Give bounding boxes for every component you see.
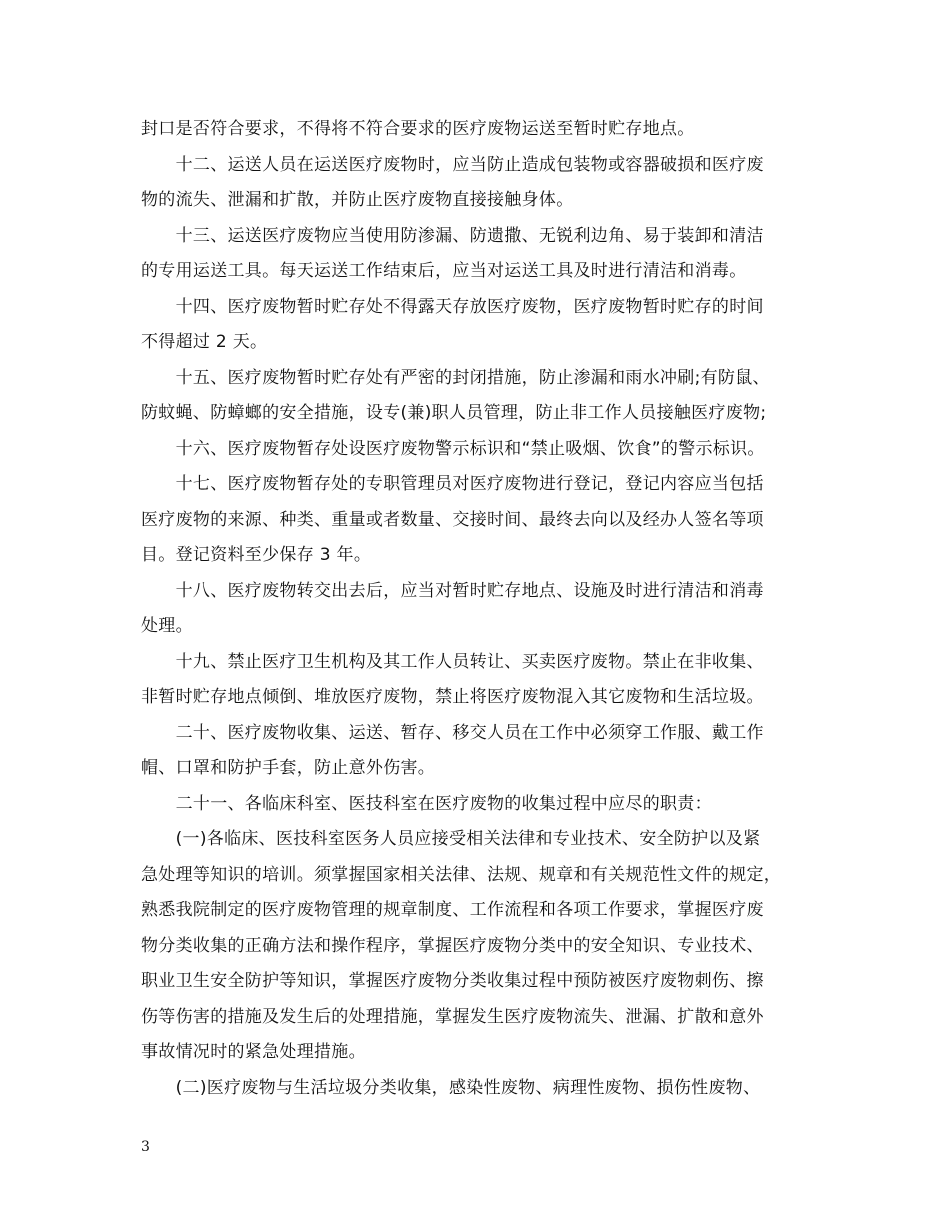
text-line: 不得超过 2 天。: [141, 332, 268, 352]
text-line: 十四、医疗废物暂时贮存处不得露天存放医疗废物，医疗废物暂时贮存的时间: [141, 296, 764, 317]
text-line: 十七、医疗废物暂存处的专职管理员对医疗废物进行登记，登记内容应当包括: [141, 474, 764, 494]
text-line: 帽、口罩和防护手套，防止意外伤害。: [141, 758, 436, 778]
text-line: 十六、医疗废物暂存处设医疗废物警示标识和“禁止吸烟、饮食”的警示标识。: [141, 438, 765, 459]
text-line: 事故情况时的紧急处理措施。: [141, 1042, 366, 1062]
text-line: 处理。: [141, 616, 193, 636]
text-line: 十五、医疗废物暂时贮存处有严密的封闭措施，防止渗漏和雨水冲刷;有防鼠、: [141, 367, 770, 388]
text-line: 十九、禁止医疗卫生机构及其工作人员转让、买卖医疗废物。禁止在非收集、: [141, 651, 764, 672]
text-line: 物的流失、泄漏和扩散，并防止医疗废物直接接触身体。: [141, 190, 574, 210]
text-line: 目。登记资料至少保存 3 年。: [141, 545, 372, 565]
text-line: 职业卫生安全防护等知识，掌握医疗废物分类收集过程中预防被医疗废物刺伤、擦: [141, 971, 764, 991]
body-text: [141, 112, 813, 1106]
text-line: 伤等伤害的措施及发生后的处理措施，掌握发生医疗废物流失、泄漏、扩散和意外: [141, 1006, 764, 1027]
text-line: 二十一、各临床科室、医技科室在医疗废物的收集过程中应尽的职责：: [141, 793, 712, 814]
text-line: 防蚊蝇、防蟑螂的安全措施，设专(兼)职人员管理，防止非工作人员接触医疗废物;: [141, 403, 767, 423]
text-line: 物分类收集的正确方法和操作程序，掌握医疗废物分类中的安全知识、专业技术、: [141, 935, 764, 956]
text-line: (二)医疗废物与生活垃圾分类收集，感染性废物、病理性废物、损伤性废物、: [141, 1077, 761, 1098]
text-line: 十三、运送医疗废物应当使用防渗漏、防遗撒、无锐利边角、易于装卸和清洁: [141, 225, 764, 246]
text-line: 熟悉我院制定的医疗废物管理的规章制度、工作流程和各项工作要求，掌握医疗废: [141, 900, 764, 920]
text-line: 急处理等知识的培训。须掌握国家相关法律、法规、规章和有关规范性文件的规定，: [141, 864, 782, 885]
page-number: 3: [141, 1139, 150, 1155]
text-line: 封口是否符合要求，不得将不符合要求的医疗废物运送至暂时贮存地点。: [141, 119, 695, 139]
text-line: 二十、医疗废物收集、运送、暂存、移交人员在工作中必须穿工作服、戴工作: [141, 722, 764, 743]
text-line: (一)各临床、医技科室医务人员应接受相关法律和专业技术、安全防护以及紧: [141, 829, 761, 849]
text-line: 医疗废物的来源、种类、重量或者数量、交接时间、最终去向以及经办人签名等项: [141, 509, 764, 530]
text-line: 十八、医疗废物转交出去后，应当对暂时贮存地点、设施及时进行清洁和消毒: [141, 580, 764, 601]
text-line: 十二、运送人员在运送医疗废物时，应当防止造成包装物或容器破损和医疗废: [141, 154, 764, 175]
text-line: 的专用运送工具。每天运送工作结束后，应当对运送工具及时进行清洁和消毒。: [141, 261, 747, 281]
text-line: 非暂时贮存地点倾倒、堆放医疗废物，禁止将医疗废物混入其它废物和生活垃圾。: [141, 687, 764, 707]
